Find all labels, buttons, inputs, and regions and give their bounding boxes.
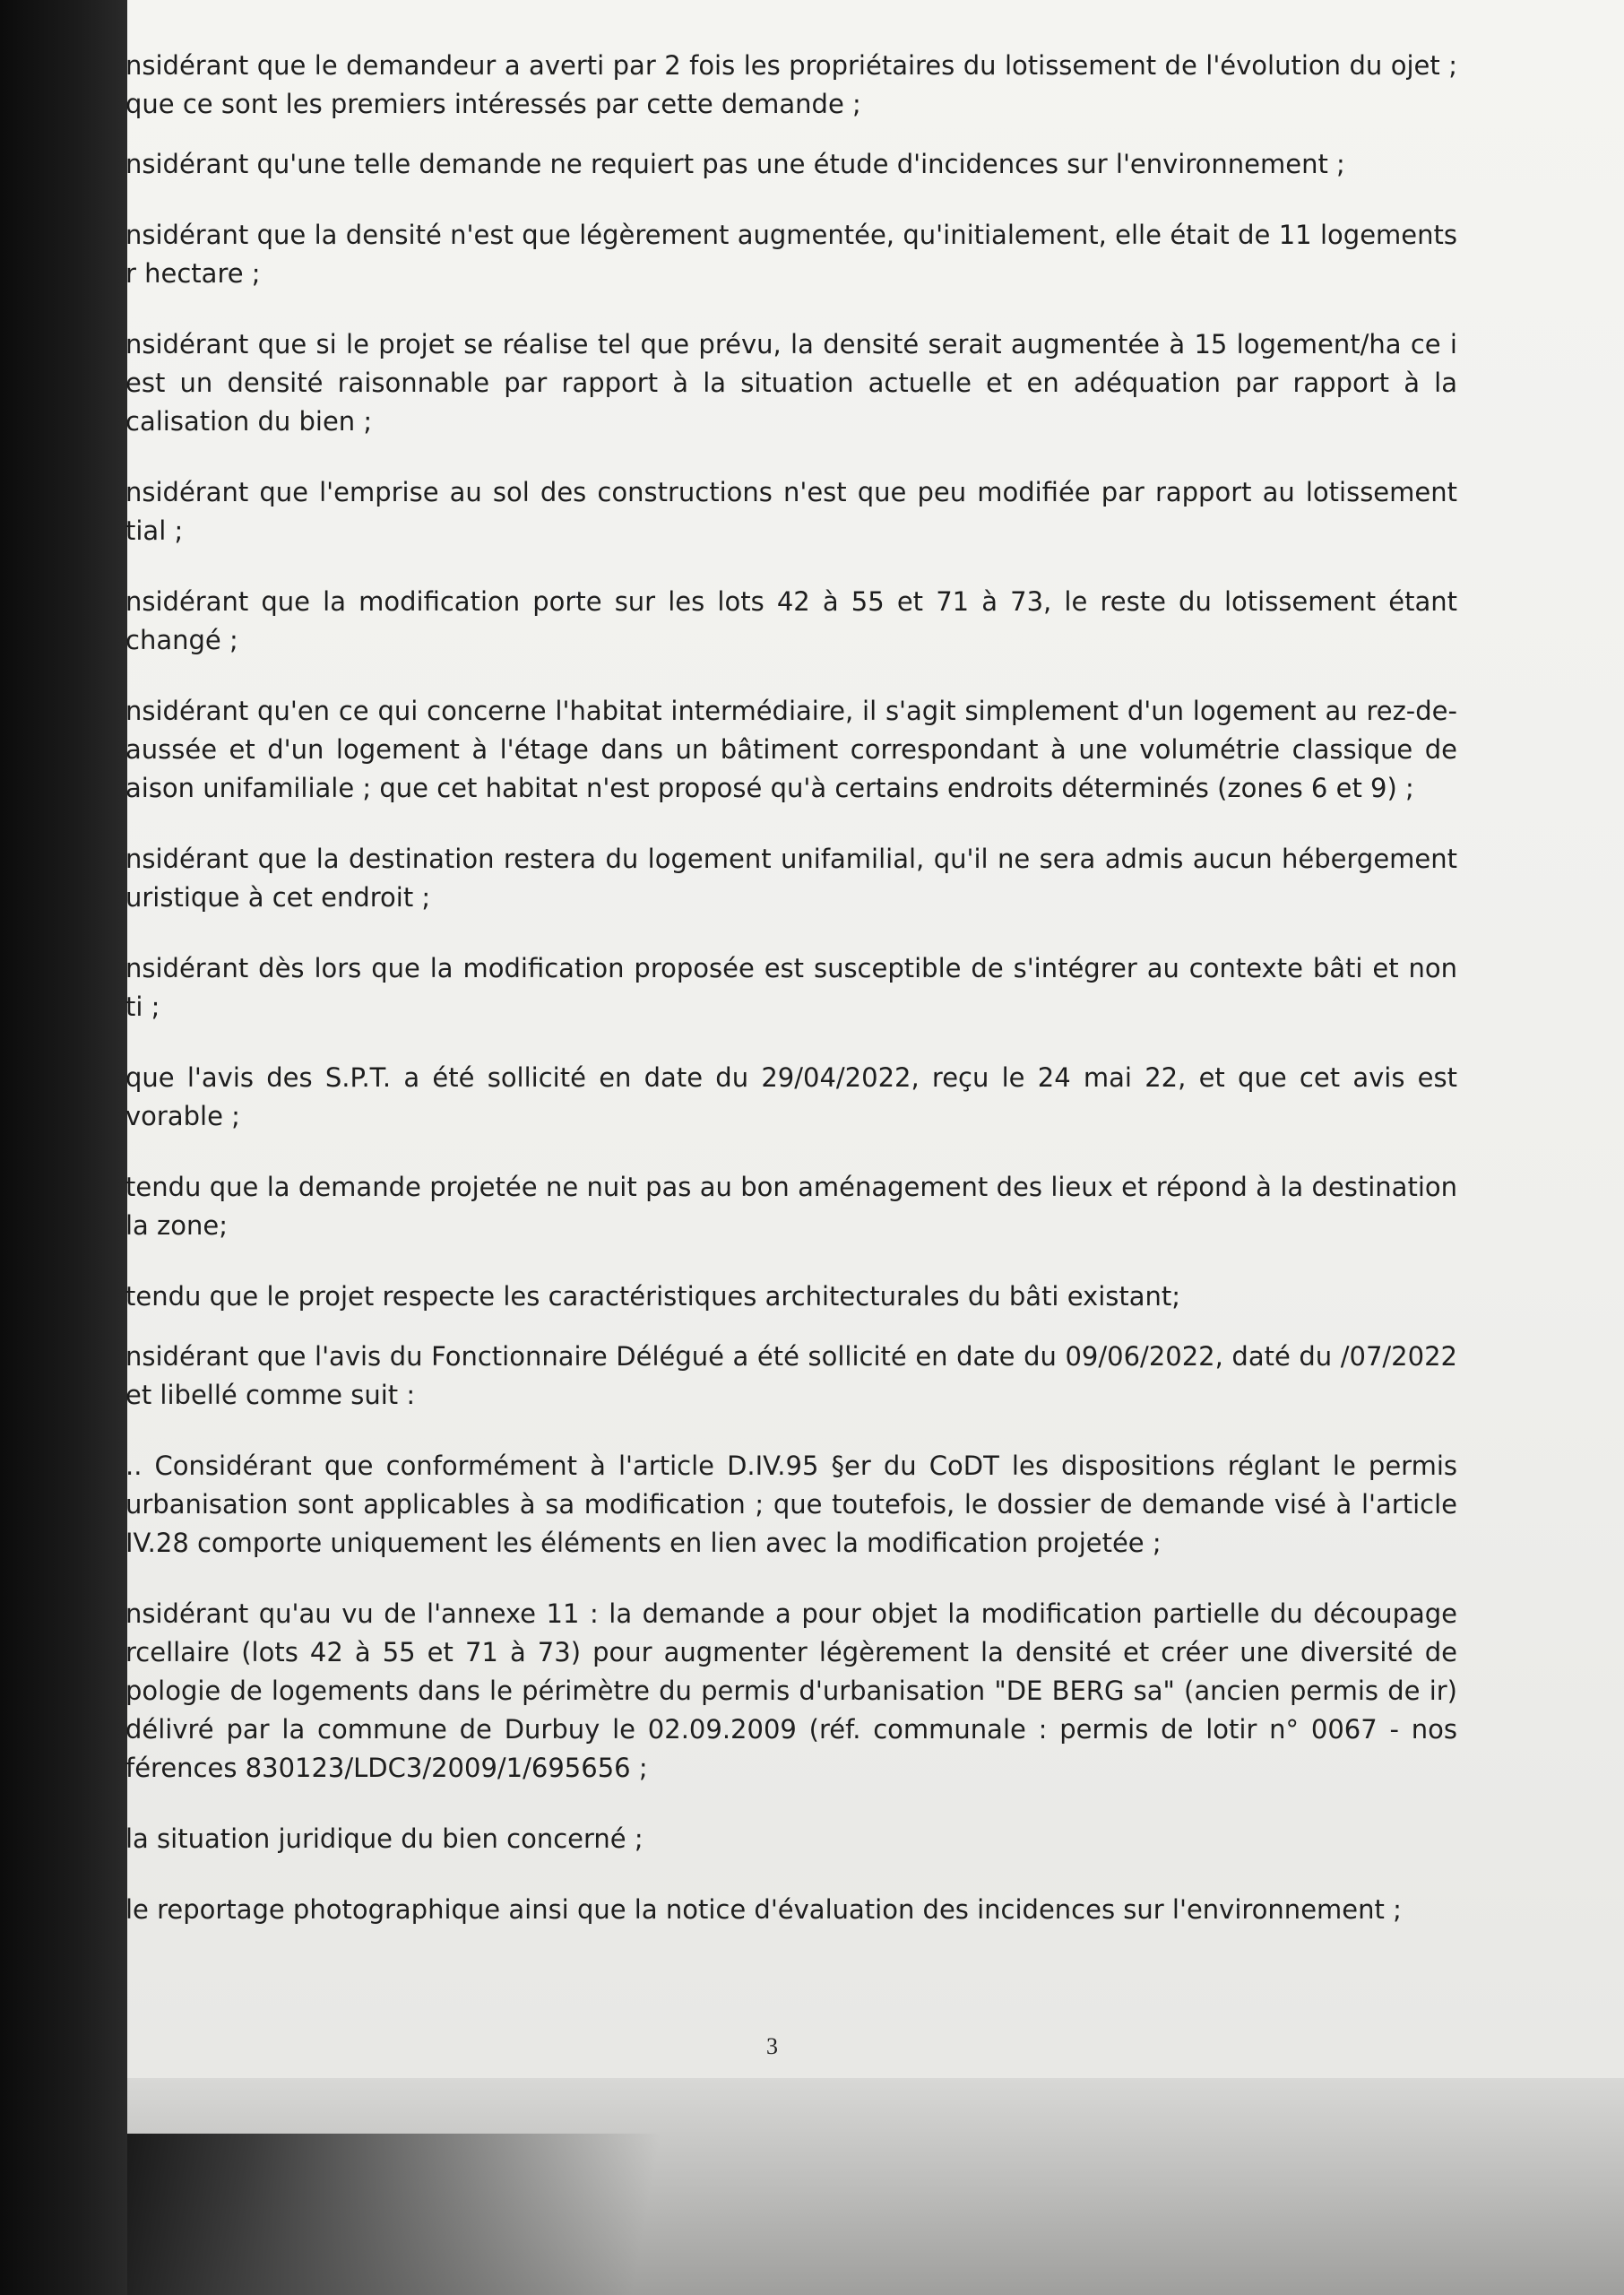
paragraph: nsidérant qu'une telle demande ne requiert pas une étude d'incidences sur l'environnement ; — [125, 149, 1345, 179]
paragraph: .. Considérant que conformément à l'article D.IV.95 §er du CoDT les dispositions réglant le permis urbanisation sont applicables à sa modification ; que toutefois, le dossier de demande visé à l'article IV.28 comporte uniquement les éléments en lien avec la modification projetée ; — [125, 1451, 1457, 1558]
scan-shadow — [127, 2134, 1624, 2295]
paragraph: que l'avis des S.P.T. a été sollicité en date du 29/04/2022, reçu le 24 mai 22, et que cet avis est vorable ; — [125, 1062, 1457, 1131]
paragraph: nsidérant que la modification porte sur les lots 42 à 55 et 71 à 73, le reste du lotissement étant changé ; — [125, 586, 1457, 655]
paragraph: nsidérant que la destination restera du logement unifamilial, qu'il ne sera admis aucun hébergement uristique à cet endroit ; — [125, 844, 1457, 913]
page-number: 3 — [766, 2033, 778, 2059]
paragraph: nsidérant que l'emprise au sol des constructions n'est que peu modifiée par rapport au lotissement tial ; — [125, 477, 1457, 546]
paragraph: nsidérant que le demandeur a averti par 2 fois les propriétaires du lotissement de l'évolution du ojet ; que ce sont les premiers intéressés par cette demande ; — [125, 50, 1457, 119]
paragraph: nsidérant qu'en ce qui concerne l'habitat intermédiaire, il s'agit simplement d'un logement au rez-de-aussée et d'un logement à l'étage dans un bâtiment correspondant à une volumétrie classique de aison unifamiliale ; que cet habitat n'est proposé qu'à certains endroits déterminés (zones 6 et 9) ; — [125, 696, 1457, 803]
paragraph: le reportage photographique ainsi que la notice d'évaluation des incidences sur l'environnement ; — [125, 1894, 1402, 1925]
paragraph: nsidérant que si le projet se réalise tel que prévu, la densité serait augmentée à 15 logement/ha ce i est un densité raisonnable par rapport à la situation actuelle et en adéquation par rapport à la calisation du bien ; — [125, 329, 1457, 437]
paragraph: la situation juridique du bien concerné ; — [125, 1823, 644, 1854]
paragraph: nsidérant dès lors que la modification proposée est susceptible de s'intégrer au contexte bâti et non ti ; — [125, 953, 1457, 1022]
scan-left-border — [0, 0, 127, 2295]
document-body — [125, 47, 1457, 1962]
paragraph: nsidérant que la densité n'est que légèrement augmentée, qu'initialement, elle était de 11 logements r hectare ; — [125, 220, 1457, 289]
paragraph: nsidérant que l'avis du Fonctionnaire Délégué a été sollicité en date du 09/06/2022, daté du /07/2022 et libellé comme suit : — [125, 1341, 1457, 1410]
paragraph: tendu que le projet respecte les caractéristiques architecturales du bâti existant; — [125, 1281, 1181, 1312]
paragraph: tendu que la demande projetée ne nuit pas au bon aménagement des lieux et répond à la destination la zone; — [125, 1172, 1457, 1241]
paragraph: nsidérant qu'au vu de l'annexe 11 : la demande a pour objet la modification partielle du découpage rcellaire (lots 42 à 55 et 71 à 73) pour augmenter légèrement la densité et créer une diversité de pologie de logements dans le périmètre du permis d'urbanisation "DE BERG sa" (ancien permis de ir) délivré par la commune de Durbuy le 02.09.2009 (réf. communale : permis de lotir n° 0067 - nos férences 830123/LDC3/2009/1/695656 ; — [125, 1598, 1457, 1783]
